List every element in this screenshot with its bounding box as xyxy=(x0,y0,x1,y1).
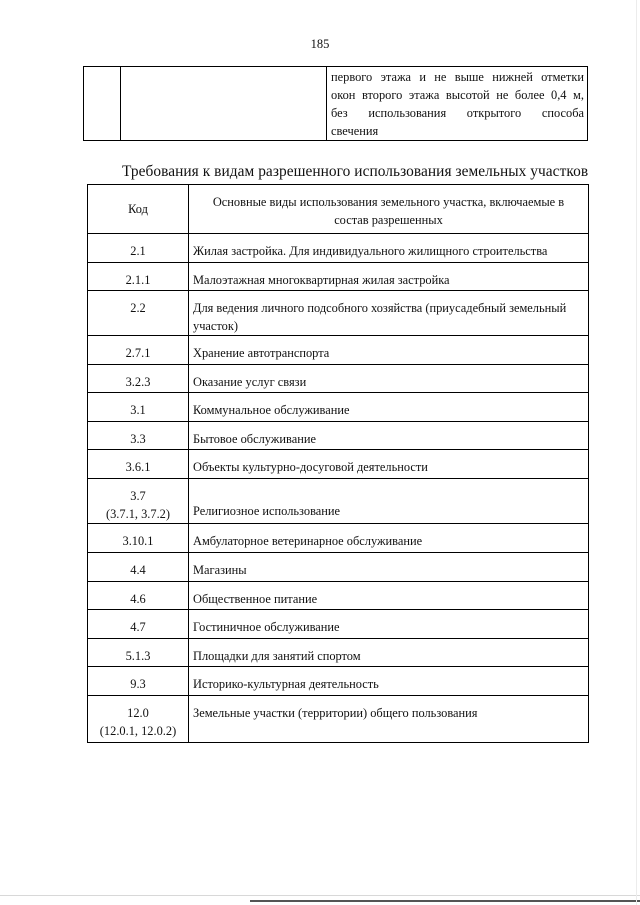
table-row xyxy=(88,696,589,743)
code-cell xyxy=(88,524,189,553)
table-row xyxy=(88,291,589,336)
header-description: Основные виды использования земельного участка, включаемые в состав разрешенных xyxy=(189,185,589,234)
table-row xyxy=(88,610,589,639)
code-cell xyxy=(88,291,189,336)
header-code: Код xyxy=(88,185,189,234)
description-cell: Религиозное использование xyxy=(189,479,589,524)
page-number: 185 xyxy=(310,37,330,51)
code-cell xyxy=(88,667,189,696)
table-row xyxy=(88,524,589,553)
code-cell xyxy=(88,365,189,393)
table-row xyxy=(88,582,589,610)
code-value: 3.6.1 xyxy=(125,460,151,474)
code-cell xyxy=(88,234,189,263)
description-cell: Жилая застройка. Для индивидуального жилищного строительства xyxy=(189,234,589,263)
code-cell xyxy=(88,696,189,743)
description-cell: Малоэтажная многоквартирная жилая застройка xyxy=(189,263,589,291)
description-cell: Объекты культурно-досуговой деятельности xyxy=(189,450,589,479)
code-value: 12.0 xyxy=(127,706,149,720)
description-cell: Хранение автотранспорта xyxy=(189,336,589,365)
code-value: 3.3 xyxy=(130,432,146,446)
table-row xyxy=(88,393,589,422)
table-row xyxy=(88,336,589,365)
description-cell: Магазины xyxy=(189,553,589,582)
description-cell: Историко-культурная деятельность xyxy=(189,667,589,696)
code-value: 3.1 xyxy=(130,403,146,417)
code-cell xyxy=(88,263,189,291)
code-cell xyxy=(88,582,189,610)
code-value: 2.2 xyxy=(130,301,146,315)
code-subvalues: (12.0.1, 12.0.2) xyxy=(99,724,177,738)
code-value: 3.10.1 xyxy=(122,534,154,548)
code-cell xyxy=(88,639,189,667)
code-cell xyxy=(88,422,189,450)
table-row xyxy=(84,67,588,141)
description-cell: Общественное питание xyxy=(189,582,589,610)
section-title: Требования к видам разрешенного использования земельных участков xyxy=(122,163,589,180)
code-value: 9.3 xyxy=(130,677,146,691)
text-line: свечения xyxy=(331,124,379,138)
table-cell-empty xyxy=(84,67,121,141)
description-cell: Коммунальное обслуживание xyxy=(189,393,589,422)
code-value: 2.1.1 xyxy=(125,273,151,287)
scan-artifact xyxy=(250,900,640,902)
description-cell: Площадки для занятий спортом xyxy=(189,639,589,667)
table-row xyxy=(88,479,589,524)
continuation-text-cell xyxy=(327,67,588,141)
code-value: 5.1.3 xyxy=(125,649,151,663)
description-cell: Бытовое обслуживание xyxy=(189,422,589,450)
code-cell xyxy=(88,610,189,639)
code-subvalues: (3.7.1, 3.7.2) xyxy=(105,507,170,521)
text-line: без использования открытого способа xyxy=(331,106,584,120)
code-value: 3.2.3 xyxy=(125,375,151,389)
table-row xyxy=(88,365,589,393)
text-line: окон второго этажа высотой не более 0,4 м, xyxy=(331,88,584,102)
code-cell xyxy=(88,450,189,479)
code-value: 2.7.1 xyxy=(125,346,151,360)
code-value: 4.4 xyxy=(130,563,146,577)
description-cell: Амбулаторное ветеринарное обслуживание xyxy=(189,524,589,553)
table-row xyxy=(88,234,589,263)
code-value: 3.7 xyxy=(130,489,146,503)
table-body xyxy=(88,185,589,743)
land-use-table xyxy=(87,184,589,743)
table-row xyxy=(88,450,589,479)
code-value: 4.7 xyxy=(130,620,146,634)
table-row xyxy=(88,263,589,291)
code-cell xyxy=(88,553,189,582)
table-row xyxy=(88,422,589,450)
code-value: 4.6 xyxy=(130,592,146,606)
code-cell xyxy=(88,336,189,365)
code-cell xyxy=(88,479,189,524)
table-row xyxy=(88,639,589,667)
code-value: 2.1 xyxy=(130,244,146,258)
description-cell: Для ведения личного подсобного хозяйства (приусадебный земельный участок) xyxy=(189,291,589,336)
description-cell: Земельные участки (территории) общего пользования xyxy=(189,696,589,743)
scan-artifact xyxy=(0,895,640,896)
text-line: первого этажа и не выше нижней отметки xyxy=(331,70,584,84)
description-cell: Оказание услуг связи xyxy=(189,365,589,393)
table-header-row xyxy=(88,185,589,234)
code-cell xyxy=(88,393,189,422)
description-cell: Гостиничное обслуживание xyxy=(189,610,589,639)
table-row xyxy=(88,667,589,696)
table-row xyxy=(88,553,589,582)
scan-artifact xyxy=(636,0,637,905)
table-cell-empty xyxy=(121,67,327,141)
continuation-table xyxy=(83,66,588,141)
